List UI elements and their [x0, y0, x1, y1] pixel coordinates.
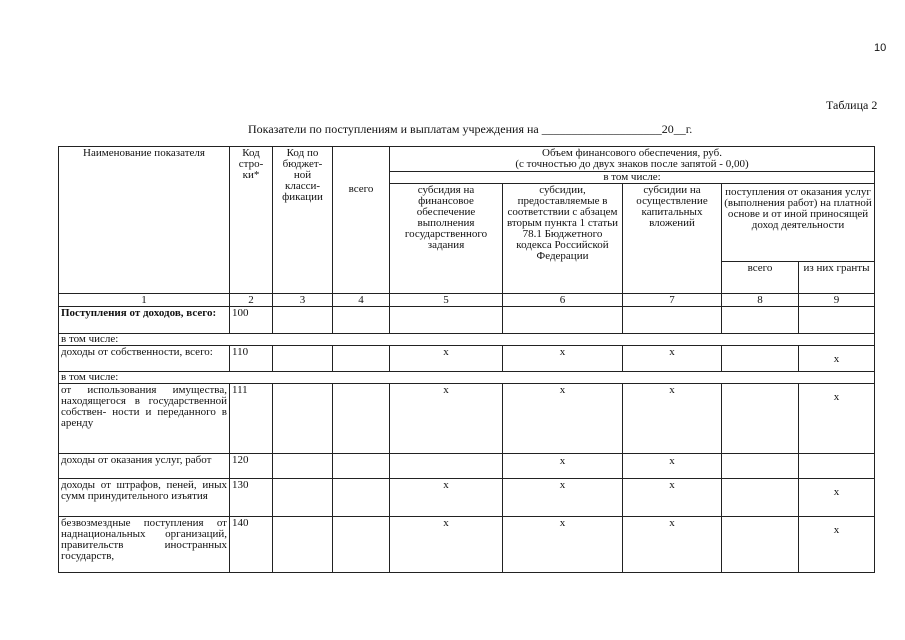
- empty-cell: [273, 346, 333, 372]
- row-name: Поступления от доходов, всего:: [59, 307, 230, 334]
- cell-col6: х: [503, 454, 623, 479]
- header-volume: [390, 147, 875, 172]
- empty-cell: [273, 307, 333, 334]
- header-volume-title: Объем финансового обеспечения, руб.: [542, 147, 722, 159]
- empty-cell: [722, 346, 799, 372]
- row-name: безвозмездные поступления от наднациональных организаций, правительств иностранных государств,: [59, 517, 230, 573]
- cell-col9: х: [799, 346, 875, 372]
- row-subheading: в том числе:: [59, 334, 875, 346]
- empty-cell: [722, 454, 799, 479]
- row-code: 111: [230, 384, 273, 454]
- empty-cell: [722, 307, 799, 334]
- empty-cell: [333, 454, 390, 479]
- cell-col9: [799, 307, 875, 334]
- header-code-line: Код стро- ки*: [230, 147, 273, 294]
- cell-col7: [623, 307, 722, 334]
- header-total: всего: [333, 184, 390, 294]
- column-number: 3: [273, 294, 333, 307]
- cell-col6: х: [503, 517, 623, 573]
- column-number: 8: [722, 294, 799, 307]
- cell-col5: [390, 307, 503, 334]
- header-col9: из них гранты: [799, 262, 875, 294]
- header-code-budget: Код по бюджет- ной класси- фикации: [273, 147, 333, 294]
- empty-cell: [333, 307, 390, 334]
- row-code: 140: [230, 517, 273, 573]
- cell-col5: х: [390, 479, 503, 517]
- empty-cell: [333, 517, 390, 573]
- empty-cell: [722, 479, 799, 517]
- header-volume-note: (с точностью до двух знаков после запятой - 0,00): [515, 158, 749, 170]
- table-row: [59, 346, 875, 372]
- cell-col5: х: [390, 517, 503, 573]
- table-row: [59, 479, 875, 517]
- document-title: Показатели по поступлениям и выплатам учреждения на ____________________20__г.: [248, 122, 693, 136]
- column-number: 6: [503, 294, 623, 307]
- header-col89: поступления от оказания услуг (выполнения работ) на платной основе и от иной приносящей доход деятельности: [722, 184, 875, 262]
- cell-col9: х: [799, 384, 875, 454]
- cell-col5: [390, 454, 503, 479]
- row-code: 120: [230, 454, 273, 479]
- header-name: Наименование показателя: [59, 147, 230, 294]
- header-including: в том числе:: [390, 172, 875, 184]
- empty-cell: [273, 454, 333, 479]
- cell-col7: х: [623, 479, 722, 517]
- column-number: 2: [230, 294, 273, 307]
- empty-cell: [273, 479, 333, 517]
- row-name: доходы от оказания услуг, работ: [59, 454, 230, 479]
- column-number: 5: [390, 294, 503, 307]
- report-table: [58, 146, 875, 573]
- column-numbers-row: [59, 294, 875, 307]
- cell-col7: х: [623, 384, 722, 454]
- row-name: доходы от собственности, всего:: [59, 346, 230, 372]
- header-col7: субсидии на осуществление капитальных вложений: [623, 184, 722, 294]
- empty-cell: [333, 479, 390, 517]
- table-row: [59, 372, 875, 384]
- row-name: доходы от штрафов, пеней, иных сумм принудительного изъятия: [59, 479, 230, 517]
- row-code: 130: [230, 479, 273, 517]
- cell-col6: х: [503, 384, 623, 454]
- empty-cell: [273, 384, 333, 454]
- cell-col7: х: [623, 346, 722, 372]
- cell-col6: х: [503, 479, 623, 517]
- row-code: 100: [230, 307, 273, 334]
- header-total-top: [333, 147, 390, 184]
- table-row: [59, 517, 875, 573]
- table-number: Таблица 2: [826, 98, 878, 112]
- cell-col7: х: [623, 454, 722, 479]
- column-number: 7: [623, 294, 722, 307]
- page-number: 10: [874, 42, 887, 54]
- row-code: 110: [230, 346, 273, 372]
- row-name: от использования имущества, находящегося в государственной собствен- ности и переданного в аренду: [59, 384, 230, 454]
- cell-col9: [799, 454, 875, 479]
- header-col6: субсидии, предоставляемые в соответствии с абзацем вторым пункта 1 статьи 78.1 Бюджетного кодекса Российской Федерации: [503, 184, 623, 294]
- header-col5: субсидия на финансовое обеспечение выполнения государственного задания: [390, 184, 503, 294]
- row-subheading: в том числе:: [59, 372, 875, 384]
- cell-col5: х: [390, 384, 503, 454]
- empty-cell: [333, 384, 390, 454]
- cell-col7: х: [623, 517, 722, 573]
- column-number: 1: [59, 294, 230, 307]
- column-number: 9: [799, 294, 875, 307]
- cell-col5: х: [390, 346, 503, 372]
- empty-cell: [273, 517, 333, 573]
- empty-cell: [722, 384, 799, 454]
- column-number: 4: [333, 294, 390, 307]
- cell-col6: [503, 307, 623, 334]
- table-row: [59, 454, 875, 479]
- table-row: [59, 334, 875, 346]
- header-col8: всего: [722, 262, 799, 294]
- empty-cell: [333, 346, 390, 372]
- table-row: [59, 307, 875, 334]
- empty-cell: [722, 517, 799, 573]
- cell-col9: х: [799, 479, 875, 517]
- cell-col9: х: [799, 517, 875, 573]
- cell-col6: х: [503, 346, 623, 372]
- table-row: [59, 384, 875, 454]
